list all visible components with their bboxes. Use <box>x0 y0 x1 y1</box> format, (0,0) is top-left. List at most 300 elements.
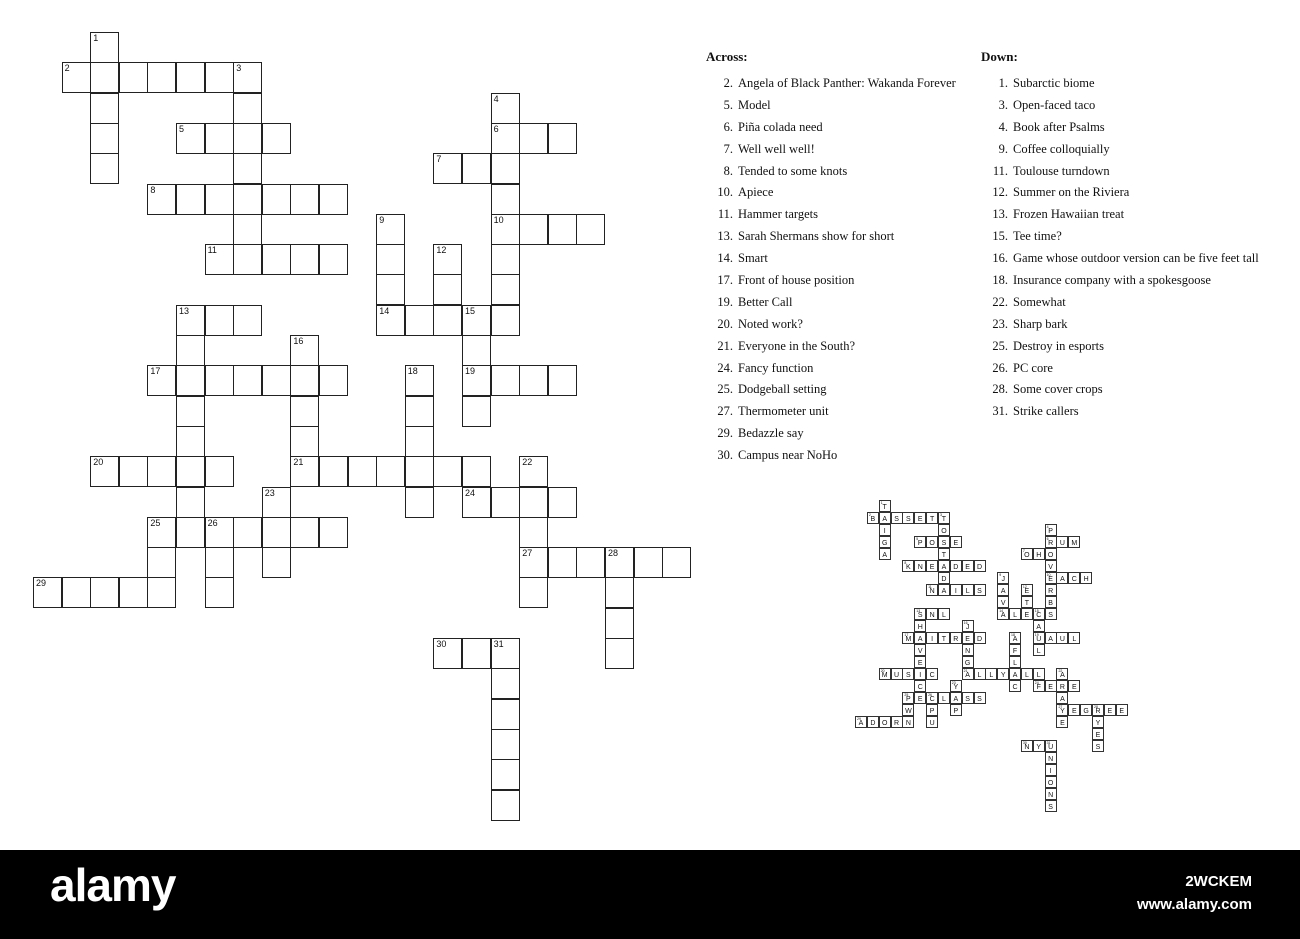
answer-letter: S <box>1048 804 1053 811</box>
answer-letter: Y <box>1095 720 1101 727</box>
answer-letter: A <box>1036 624 1042 631</box>
answer-cell <box>926 536 938 548</box>
answer-cell <box>962 656 974 668</box>
answer-letter: R <box>1095 708 1101 715</box>
clue-text: Angela of Black Panther: Wakanda Forever <box>738 76 956 90</box>
answer-letter: O <box>929 540 935 547</box>
answer-cell <box>914 656 926 668</box>
down-clue <box>981 379 1259 401</box>
across-clue <box>706 95 956 117</box>
answer-letter: L <box>1036 672 1041 679</box>
answer-cell-number: 9 <box>999 573 1002 577</box>
answer-letter: E <box>965 636 970 643</box>
cell-number: 23 <box>264 487 275 498</box>
answer-letter: M <box>1071 540 1078 547</box>
answer-cell <box>914 608 926 620</box>
answer-letter: Y <box>953 684 959 691</box>
answer-cell <box>902 704 914 716</box>
clue-text: PC core <box>1013 360 1053 375</box>
answer-letter: N <box>929 588 935 595</box>
clue-number: 4. <box>998 119 1008 134</box>
answer-cell-number: 13 <box>916 609 921 613</box>
clue-number: 18. <box>992 273 1008 288</box>
cell-number: 2 <box>64 63 70 74</box>
clue-number: 8. <box>723 163 733 178</box>
answer-cell <box>926 668 938 680</box>
answer-cell <box>997 596 1009 608</box>
answer-cell <box>1033 740 1045 752</box>
answer-cell <box>1009 668 1021 680</box>
answer-cell <box>1045 572 1057 584</box>
alamy-logo[interactable]: alamy <box>50 859 176 911</box>
cell-number: 29 <box>36 578 47 589</box>
clue-text: Hammer targets <box>738 207 818 222</box>
answer-letter: E <box>929 564 935 571</box>
answer-cell <box>1080 572 1092 584</box>
cell-number: 26 <box>207 517 218 528</box>
answer-letter: P <box>1048 528 1053 535</box>
clue-number: 30. <box>717 448 733 463</box>
clue-number: 10. <box>717 185 733 200</box>
answer-letter: N <box>917 564 923 571</box>
answer-letter: V <box>1048 564 1053 571</box>
answer-letter: L <box>977 672 982 679</box>
answer-cell-number: 25 <box>904 693 909 697</box>
answer-cell <box>938 632 950 644</box>
answer-cell <box>1045 524 1057 536</box>
answer-cell <box>914 644 926 656</box>
answer-cell <box>926 512 938 524</box>
answer-cell <box>1009 644 1021 656</box>
clue-text: Open-faced taco <box>1013 97 1096 112</box>
clue-number: 27. <box>717 404 733 419</box>
clue-text: Front of house position <box>738 273 855 288</box>
answer-cell <box>879 548 891 560</box>
across-clue <box>706 401 956 423</box>
clue-text: Somewhat <box>1013 294 1066 309</box>
answer-letter: T <box>941 516 947 523</box>
answer-cell <box>1033 680 1045 692</box>
clue-number: 12. <box>992 185 1008 200</box>
across-clue <box>706 182 956 204</box>
answer-cell <box>938 524 950 536</box>
answer-letter: O <box>1047 552 1054 559</box>
cell-number: 11 <box>207 245 217 256</box>
clue-text: Destroy in esports <box>1013 338 1104 353</box>
answer-cell <box>879 512 891 524</box>
answer-cell <box>891 512 903 524</box>
answer-cell <box>962 632 974 644</box>
clue-number: 5. <box>723 97 733 112</box>
cell-number: 3 <box>236 63 242 74</box>
answer-letter: S <box>965 696 970 703</box>
answer-letter: T <box>941 552 947 559</box>
clue-number: 15. <box>992 229 1008 244</box>
answer-letter: L <box>965 588 970 595</box>
answer-cell-number: 11 <box>928 585 932 589</box>
clue-text: Dodgeball setting <box>738 382 827 397</box>
down-clue <box>981 226 1259 248</box>
answer-cell-number: 2 <box>868 513 871 517</box>
answer-letter: N <box>905 720 911 727</box>
answer-cell-number: 5 <box>916 537 919 541</box>
answer-letter: E <box>917 660 923 667</box>
answer-letter: D <box>953 564 959 571</box>
clue-number: 24. <box>717 360 733 375</box>
across-clue <box>706 336 956 358</box>
across-clue <box>706 358 956 380</box>
answer-letter: N <box>1024 744 1030 751</box>
down-clue <box>981 292 1259 314</box>
answer-cell <box>1116 704 1128 716</box>
clue-text: Sarah Shermans show for short <box>738 229 895 244</box>
answer-cell <box>867 512 879 524</box>
cell-number: 22 <box>522 457 533 468</box>
answer-letter: R <box>894 720 900 727</box>
answer-cell <box>914 668 926 680</box>
across-clue <box>706 445 956 467</box>
clue-text: Everyone in the South? <box>738 338 855 353</box>
answer-cell <box>1033 548 1045 560</box>
answer-letter: E <box>1024 612 1030 619</box>
answer-cell <box>1092 728 1104 740</box>
answer-cell <box>1045 740 1057 752</box>
answer-letter: V <box>917 648 923 655</box>
answer-cell <box>926 704 938 716</box>
answer-letter: D <box>941 576 947 583</box>
answer-cell-number: 24 <box>1034 681 1039 685</box>
clue-number: 11. <box>992 163 1008 178</box>
answer-letter: N <box>965 648 971 655</box>
answer-cell <box>950 536 962 548</box>
answer-cell <box>926 608 938 620</box>
answer-cell-number: 18 <box>1011 633 1015 637</box>
answer-cell <box>1056 680 1068 692</box>
clue-number: 17. <box>717 273 733 288</box>
answer-letter: W <box>905 708 912 715</box>
down-clue <box>981 270 1259 292</box>
answer-cell-number: 22 <box>1058 669 1063 673</box>
answer-cell <box>1021 668 1033 680</box>
answer-letter: U <box>1059 540 1065 547</box>
answer-letter: S <box>977 588 982 595</box>
clue-number: 28. <box>992 382 1008 397</box>
answer-cell <box>1045 548 1057 560</box>
answer-cell <box>902 632 914 644</box>
answer-cell <box>914 560 926 572</box>
clue-text: Apiece <box>738 185 774 200</box>
answer-letter: A <box>1000 612 1006 619</box>
answer-cell-number: 28 <box>1094 705 1098 709</box>
answer-cell-number: 21 <box>963 669 968 673</box>
answer-cell <box>879 536 891 548</box>
answer-cell <box>1021 740 1033 752</box>
answer-letter: L <box>1013 612 1017 619</box>
answer-letter: N <box>1048 756 1054 763</box>
clue-number: 13. <box>717 229 733 244</box>
answer-letter: B <box>870 516 876 523</box>
answer-letter: M <box>905 636 912 643</box>
cell-number: 5 <box>179 123 185 134</box>
answer-cell <box>914 512 926 524</box>
answer-cell <box>950 584 962 596</box>
answer-cell <box>1021 548 1033 560</box>
answer-letter: U <box>1048 744 1054 751</box>
answer-cell <box>1068 632 1080 644</box>
answer-cell-number: 15 <box>1034 609 1039 613</box>
cell-number: 21 <box>293 457 304 468</box>
answer-letter: E <box>965 564 970 571</box>
answer-cell <box>997 668 1009 680</box>
down-clue-list <box>981 73 1259 423</box>
answer-letter: M <box>881 672 888 679</box>
answer-cell <box>1056 716 1068 728</box>
answer-cell <box>950 560 962 572</box>
answer-letter: U <box>894 672 900 679</box>
answer-letter: E <box>917 696 923 703</box>
answer-cell <box>914 692 926 704</box>
answer-cell <box>1033 620 1045 632</box>
answer-letter: C <box>929 696 935 703</box>
answer-letter: A <box>1060 696 1065 703</box>
answer-cell <box>926 692 938 704</box>
clue-number: 29. <box>717 426 733 441</box>
clue-number: 20. <box>717 316 733 331</box>
answer-cell <box>997 572 1009 584</box>
down-clue <box>981 336 1259 358</box>
answer-cell-number: 31 <box>1046 741 1051 745</box>
clue-number: 25. <box>717 382 733 397</box>
cell-number: 7 <box>436 154 442 165</box>
answer-letter: O <box>941 528 947 535</box>
cell-number: 15 <box>465 305 476 316</box>
down-clue <box>981 95 1259 117</box>
clue-text: Toulouse turndown <box>1013 163 1110 178</box>
answer-cell <box>1045 596 1057 608</box>
answer-letter: P <box>929 708 935 715</box>
answer-letter: R <box>953 636 959 643</box>
answer-cell <box>985 668 997 680</box>
answer-cell-number: 4 <box>1046 525 1049 529</box>
clue-text: Fancy function <box>738 360 814 375</box>
answer-letter: A <box>953 696 959 703</box>
answer-cell <box>962 560 974 572</box>
clue-number: 21. <box>717 338 733 353</box>
answer-letter: D <box>976 564 983 571</box>
answer-letter: E <box>1107 708 1113 715</box>
clue-text: Sharp bark <box>1013 316 1068 331</box>
answer-cell <box>926 632 938 644</box>
across-clue <box>706 248 956 270</box>
clue-text: Campus near NoHo <box>738 448 838 463</box>
cell-number: 10 <box>493 214 504 225</box>
answer-cell <box>1056 536 1068 548</box>
cell-number: 27 <box>522 548 533 559</box>
answer-letter: A <box>1012 672 1018 679</box>
answer-letter: C <box>1071 576 1077 583</box>
answer-cell <box>1104 704 1116 716</box>
answer-letter: E <box>1119 708 1125 715</box>
answer-cell <box>1033 632 1045 644</box>
answer-cell <box>1033 668 1045 680</box>
answer-cell <box>891 716 903 728</box>
answer-letter: A <box>858 720 864 727</box>
answer-letter: A <box>882 552 888 559</box>
answer-cell <box>1056 572 1068 584</box>
answer-letter: J <box>965 624 970 631</box>
answer-letter: L <box>941 696 946 703</box>
answer-letter: E <box>1095 732 1101 739</box>
answer-cell <box>1009 680 1021 692</box>
answer-cell <box>926 584 938 596</box>
clue-text: Noted work? <box>738 316 803 331</box>
cell-number: 31 <box>493 639 504 649</box>
answer-cell <box>950 692 962 704</box>
answer-letter: I <box>919 672 922 679</box>
cell-number: 13 <box>179 305 190 316</box>
answer-letter: V <box>1000 600 1006 607</box>
clue-number: 9. <box>998 141 1008 156</box>
answer-letter: S <box>1095 744 1101 751</box>
answer-letter: N <box>929 612 935 619</box>
answer-cell <box>938 548 950 560</box>
answer-cell <box>938 572 950 584</box>
answer-cell <box>962 620 974 632</box>
answer-letter: H <box>1036 552 1042 559</box>
answer-cell <box>997 584 1009 596</box>
answer-cell <box>997 608 1009 620</box>
answer-letter: P <box>953 708 959 715</box>
answer-letter: A <box>1060 672 1065 679</box>
answer-letter: I <box>931 636 934 643</box>
clue-text: Subarctic biome <box>1013 76 1095 90</box>
answer-letter: P <box>917 540 923 547</box>
answer-cell <box>1056 692 1068 704</box>
answer-letter: T <box>882 504 887 511</box>
clue-number: 26. <box>992 360 1008 375</box>
down-clue <box>981 314 1259 336</box>
watermark-footer <box>0 850 1300 939</box>
answer-letter: R <box>1048 540 1054 547</box>
answer-cell <box>1033 644 1045 656</box>
answer-cell <box>879 524 891 536</box>
answer-cell <box>1092 740 1104 752</box>
answer-letter: S <box>941 540 947 547</box>
answer-cell-number: 16 <box>963 621 968 625</box>
answer-cell <box>1045 632 1057 644</box>
answer-letter: L <box>1024 672 1029 679</box>
image-id: 2WCKEM <box>1185 873 1252 890</box>
clue-text: Frozen Hawaiian treat <box>1013 207 1125 222</box>
answer-letter: R <box>1048 588 1054 595</box>
answer-letter: E <box>1060 720 1065 727</box>
across-clue <box>706 226 956 248</box>
site-url[interactable]: www.alamy.com <box>1136 896 1252 913</box>
clue-text: Smart <box>738 251 768 266</box>
cell-number: 4 <box>493 93 499 104</box>
clue-text: Tended to some knots <box>738 163 848 178</box>
down-clue <box>981 182 1259 204</box>
across-heading: Across: <box>706 49 748 64</box>
clue-text: Strike callers <box>1013 404 1079 419</box>
answer-cell <box>879 668 891 680</box>
answer-cell <box>926 716 938 728</box>
answer-letter: E <box>1024 588 1030 595</box>
answer-cell <box>879 500 891 512</box>
answer-letter: Y <box>1060 708 1065 715</box>
cell-number: 28 <box>608 548 619 559</box>
answer-letter: O <box>1024 552 1030 559</box>
answer-cell <box>855 716 867 728</box>
cell-number: 24 <box>465 487 476 498</box>
clue-text: Coffee colloquially <box>1013 141 1110 156</box>
answer-cell <box>974 692 986 704</box>
across-clue <box>706 161 956 183</box>
answer-letter: L <box>941 612 946 619</box>
answer-letter: S <box>1048 612 1053 619</box>
clue-number: 16. <box>992 251 1008 266</box>
across-clue <box>706 73 956 95</box>
answer-letter: A <box>941 564 947 571</box>
answer-letter: E <box>1071 708 1077 715</box>
answer-cell <box>1068 536 1080 548</box>
answer-letter: I <box>1049 768 1052 775</box>
cell-number: 14 <box>379 305 390 316</box>
answer-letter: A <box>1012 636 1018 643</box>
answer-cell <box>902 668 914 680</box>
answer-cell-number: 1 <box>880 501 883 505</box>
answer-cell <box>962 584 974 596</box>
answer-cell <box>1033 608 1045 620</box>
answer-letter: B <box>1048 600 1053 607</box>
answer-letter: G <box>964 660 971 667</box>
cell-number: 8 <box>150 184 156 195</box>
answer-cell <box>1045 800 1057 812</box>
across-clue <box>706 270 956 292</box>
answer-cell <box>1068 704 1080 716</box>
answer-cell <box>1045 560 1057 572</box>
clue-text: Piña colada need <box>738 119 823 134</box>
answer-cell <box>938 560 950 572</box>
answer-letter: I <box>883 528 886 535</box>
clue-text: Thermometer unit <box>738 404 829 419</box>
clue-text: Insurance company with a spokesgoose <box>1013 273 1211 288</box>
answer-letter: E <box>953 540 959 547</box>
answer-cell <box>1092 716 1104 728</box>
answer-letter: A <box>1060 576 1065 583</box>
answer-cell <box>950 632 962 644</box>
answer-letter: I <box>954 588 957 595</box>
answer-letter: D <box>870 720 876 727</box>
answer-cell <box>974 560 986 572</box>
answer-letter: Y <box>1036 744 1042 751</box>
clue-text: Better Call <box>738 294 793 309</box>
answer-cell <box>879 716 891 728</box>
answer-cell <box>1045 680 1057 692</box>
answer-letter: F <box>1036 684 1041 691</box>
answer-letter: S <box>917 612 923 619</box>
cell-number: 20 <box>93 457 104 468</box>
answer-letter: E <box>917 516 923 523</box>
answer-letter: C <box>929 672 935 679</box>
answer-cell <box>938 608 950 620</box>
answer-cell <box>1045 536 1057 548</box>
answer-cell <box>902 716 914 728</box>
answer-cell-number: 6 <box>1046 537 1049 541</box>
answer-cell <box>962 644 974 656</box>
clue-text: Book after Psalms <box>1013 119 1105 134</box>
answer-cell-number: 8 <box>904 561 907 565</box>
